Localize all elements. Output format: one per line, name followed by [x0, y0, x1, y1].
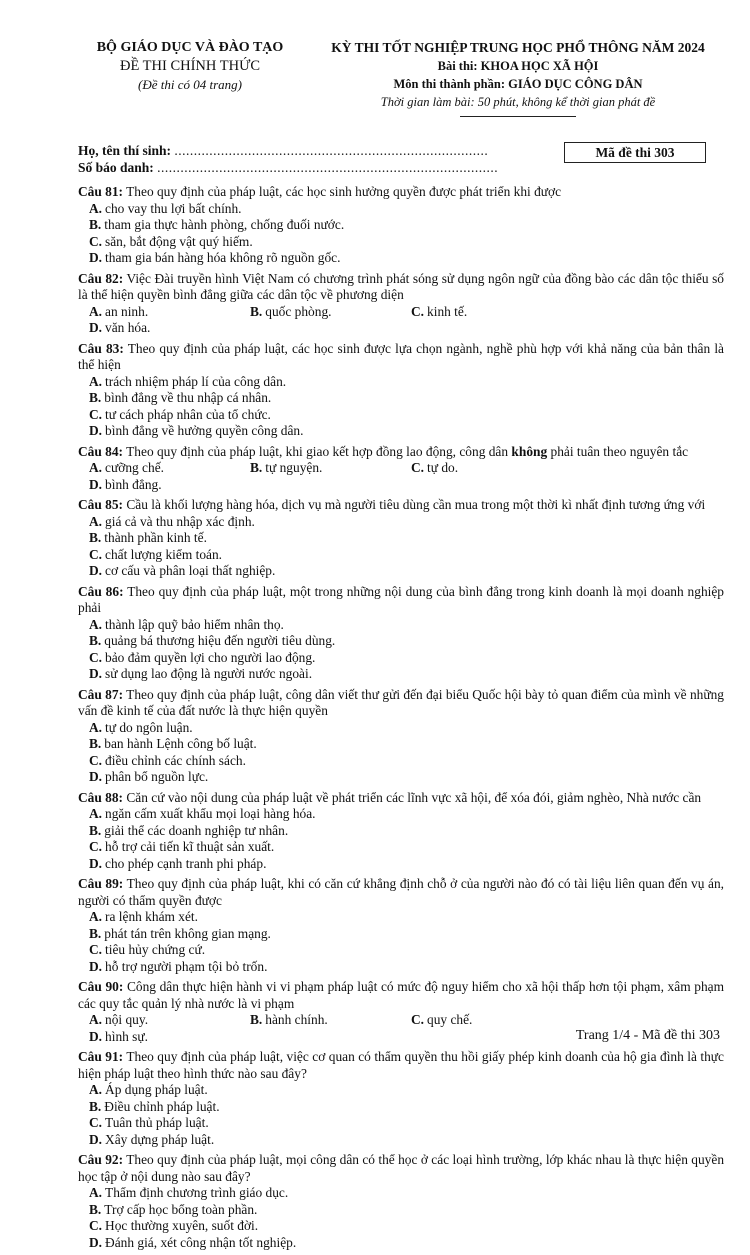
option-letter: C.	[89, 406, 103, 422]
option-letter: A.	[89, 1082, 103, 1097]
option-letter: D.	[89, 423, 103, 438]
answer-option	[89, 530, 410, 547]
question-text: phải tuân theo nguyên tắc	[547, 443, 689, 459]
question-stem	[78, 271, 724, 304]
option-text: Tuân thủ pháp luật.	[105, 1115, 209, 1130]
header-right	[318, 40, 718, 117]
question-text: Cầu là khối lượng hàng hóa, dịch vụ mà người tiêu dùng cần mua trong một thời kì nhất định tương ứng với	[126, 497, 706, 512]
answer-option	[89, 1029, 250, 1046]
option-letter: A.	[89, 806, 103, 821]
option-letter: C.	[89, 233, 103, 249]
answer-option	[89, 460, 250, 477]
option-text: Áp dụng pháp luật.	[105, 1082, 208, 1097]
option-text: ban hành Lệnh công bố luật.	[104, 736, 257, 751]
answer-option	[89, 633, 410, 650]
option-letter: C.	[411, 1012, 425, 1027]
option-text: Điều chỉnh pháp luật.	[104, 1098, 220, 1114]
option-letter: C.	[411, 303, 425, 319]
question-item	[78, 584, 724, 683]
option-letter: D.	[89, 855, 103, 871]
option-letter: C.	[411, 460, 425, 475]
question-stem	[78, 1049, 724, 1082]
question-item	[78, 271, 724, 337]
question-item	[78, 444, 724, 494]
answer-option	[89, 250, 410, 267]
option-text: tiêu hủy chứng cứ.	[105, 942, 206, 957]
option-letter: A.	[89, 460, 103, 475]
question-list	[78, 184, 724, 1255]
option-letter: D.	[89, 1234, 103, 1250]
option-letter: A.	[89, 719, 103, 735]
option-text: phát tán trên không gian mạng.	[104, 925, 271, 941]
question-number: Câu 85:	[78, 497, 124, 512]
question-item	[78, 341, 724, 440]
option-letter: D.	[89, 1131, 103, 1147]
option-text: cơ cấu và phân loại thất nghiệp.	[105, 563, 276, 578]
option-text: bình đẳng.	[105, 476, 162, 492]
option-text: ra lệnh khám xét.	[105, 909, 198, 924]
candidate-info	[78, 143, 498, 177]
answer-option	[411, 304, 572, 321]
option-letter: C.	[89, 649, 103, 665]
question-item	[78, 687, 724, 786]
answer-option	[89, 720, 410, 737]
time-note: Thời gian làm bài: 50 phút, không kể thời gian phát đề	[380, 95, 656, 109]
option-text: văn hóa.	[105, 320, 151, 335]
option-text: tham gia bán hàng hóa không rõ nguồn gốc.	[105, 250, 341, 265]
option-letter: D.	[89, 476, 103, 492]
answer-option	[411, 1012, 572, 1029]
option-text: điều chỉnh các chính sách.	[105, 752, 246, 768]
page-footer: Trang 1/4 - Mã đề thi 303	[575, 1028, 720, 1043]
option-text: tư cách pháp nhân của tổ chức.	[105, 406, 271, 422]
question-text: Theo quy định của pháp luật, công dân viết thư gửi đến đại biểu Quốc hội bày tỏ quan điểm của mình về những vấn đề kinh tế của đất nước là thực hiện quyền	[78, 686, 724, 718]
answer-option	[89, 1082, 410, 1099]
option-letter: B.	[89, 1201, 102, 1217]
answer-options	[78, 304, 724, 337]
answer-options	[78, 617, 724, 683]
question-stem	[78, 444, 724, 461]
question-item	[78, 184, 724, 267]
page-count-note: (Đề thi có 04 trang)	[138, 77, 242, 92]
option-letter: B.	[89, 736, 102, 751]
question-text: Theo quy định của pháp luật, một trong những nội dung của bình đẳng trong kinh doanh là mọi doanh nghiệp phải	[78, 583, 725, 615]
option-letter: B.	[250, 303, 263, 319]
question-stem	[78, 584, 724, 617]
question-text: Căn cứ vào nội dung của pháp luật về phát triển các lĩnh vực xã hội, để xóa đói, giảm nghèo, Nhà nước cần	[126, 789, 702, 805]
answer-option	[89, 1012, 250, 1029]
official-label: ĐỀ THI CHÍNH THỨC	[119, 58, 260, 74]
question-number: Câu 81:	[78, 184, 124, 199]
option-letter: D.	[89, 666, 103, 681]
question-stem	[78, 876, 724, 909]
question-stem	[78, 979, 724, 1012]
option-letter: D.	[89, 958, 103, 974]
question-item	[78, 790, 724, 873]
answer-option	[89, 1115, 410, 1132]
option-letter: B.	[89, 925, 102, 941]
question-number: Câu 84:	[78, 443, 124, 459]
option-letter: A.	[89, 200, 103, 216]
answer-option	[89, 839, 410, 856]
answer-option	[89, 547, 410, 564]
option-letter: B.	[89, 530, 102, 545]
option-text: bình đẳng về hưởng quyền công dân.	[105, 423, 304, 438]
question-text: Theo quy định của pháp luật, khi có căn cứ khẳng định chỗ ở của người nào đó có tài liệu liên quan đến vụ án, người có thẩm quyền được	[78, 876, 725, 908]
option-text: cưỡng chế.	[105, 460, 164, 475]
option-letter: B.	[89, 633, 102, 648]
option-text: bảo đảm quyền lợi cho người lao động.	[105, 649, 316, 665]
header-rule	[460, 116, 576, 117]
option-text: tham gia thực hành phòng, chống đuối nước.	[104, 217, 345, 232]
option-letter: B.	[250, 1012, 263, 1027]
option-text: nội quy.	[105, 1012, 149, 1027]
option-letter: A.	[89, 616, 103, 632]
option-text: tự do.	[427, 460, 459, 475]
option-text: quảng bá thương hiệu đến người tiêu dùng.	[104, 633, 336, 648]
answer-option	[89, 423, 410, 440]
answer-option	[89, 407, 410, 424]
option-text: giải thể các doanh nghiệp tư nhân.	[104, 822, 289, 838]
paper-name: Bài thi: KHOA HỌC XÃ HỘI	[437, 59, 599, 73]
answer-options	[78, 720, 724, 786]
option-text: phân bổ nguồn lực.	[105, 769, 209, 784]
answer-option	[89, 201, 410, 218]
candidate-id-field: ........................................................................................	[157, 160, 499, 175]
option-text: Xây dựng pháp luật.	[105, 1131, 215, 1147]
option-text: an ninh.	[105, 303, 149, 319]
option-letter: B.	[89, 1098, 102, 1114]
option-text: hình sự.	[105, 1028, 149, 1044]
option-letter: A.	[89, 1185, 103, 1200]
question-number: Câu 82:	[78, 270, 124, 286]
option-text: trách nhiệm pháp lí của công dân.	[105, 373, 287, 389]
answer-option	[89, 514, 410, 531]
answer-option	[89, 909, 410, 926]
option-letter: A.	[89, 1012, 103, 1027]
option-letter: A.	[89, 303, 103, 319]
option-letter: D.	[89, 769, 103, 784]
option-text: Trợ cấp học bổng toàn phần.	[104, 1201, 258, 1217]
question-text: Theo quy định của pháp luật, các học sinh hưởng quyền được phát triển khi được	[126, 184, 562, 199]
option-letter: B.	[250, 460, 263, 475]
answer-option	[89, 650, 410, 667]
question-stem	[78, 341, 724, 374]
option-letter: B.	[89, 390, 102, 405]
answer-option	[89, 806, 410, 823]
answer-option	[89, 856, 410, 873]
answer-option	[89, 666, 410, 683]
answer-options	[78, 909, 724, 975]
question-item	[78, 876, 724, 975]
answer-option	[250, 460, 411, 477]
answer-option	[89, 736, 410, 753]
option-text: cho phép cạnh tranh phi pháp.	[105, 855, 267, 871]
answer-options	[78, 201, 724, 267]
question-number: Câu 91:	[78, 1049, 124, 1064]
question-emphasis: không	[511, 443, 548, 459]
question-number: Câu 83:	[78, 340, 124, 356]
question-stem	[78, 687, 724, 720]
answer-option	[89, 304, 250, 321]
answer-option	[411, 460, 572, 477]
question-stem	[78, 184, 724, 201]
candidate-name-label: Họ, tên thí sinh:	[78, 143, 172, 158]
question-number: Câu 89:	[78, 876, 124, 891]
answer-option	[89, 942, 410, 959]
option-letter: B.	[89, 822, 102, 838]
question-number: Câu 90:	[78, 979, 124, 994]
answer-options	[78, 460, 724, 493]
option-text: hành chính.	[265, 1012, 328, 1027]
answer-options	[78, 514, 724, 580]
option-letter: C.	[89, 1218, 103, 1233]
option-text: sử dụng lao động là người nước ngoài.	[105, 666, 313, 681]
option-letter: C.	[89, 546, 103, 562]
answer-option	[89, 1185, 410, 1202]
answer-option	[89, 217, 410, 234]
answer-option	[89, 563, 410, 580]
option-text: bình đẳng về thu nhập cá nhân.	[104, 390, 272, 405]
answer-option	[89, 320, 250, 337]
option-letter: C.	[89, 1115, 103, 1130]
option-letter: A.	[89, 513, 103, 529]
option-text: tự do ngôn luận.	[105, 719, 193, 735]
option-text: quy chế.	[427, 1012, 473, 1027]
answer-option	[250, 304, 411, 321]
question-text: Theo quy định của pháp luật, các học sinh được lựa chọn ngành, nghề phù hợp với khả năng của bản thân là thể hiện	[78, 340, 724, 372]
option-text: săn, bắt động vật quý hiếm.	[105, 233, 253, 249]
option-letter: C.	[89, 752, 103, 768]
exam-title: KỲ THI TỐT NGHIỆP TRUNG HỌC PHỔ THÔNG NĂM 2024	[331, 40, 705, 55]
question-number: Câu 92:	[78, 1152, 124, 1167]
option-text: Thẩm định chương trình giáo dục.	[105, 1185, 289, 1200]
answer-option	[89, 477, 250, 494]
question-text: Theo quy định của pháp luật, khi giao kết hợp đồng lao động, công dân	[126, 443, 512, 459]
answer-option	[89, 234, 410, 251]
answer-option	[89, 1099, 410, 1116]
option-text: thành phần kinh tế.	[104, 530, 207, 545]
ministry-name: BỘ GIÁO DỤC VÀ ĐÀO TẠO	[96, 40, 284, 55]
answer-option	[89, 1132, 410, 1149]
question-item	[78, 497, 724, 580]
header-left	[70, 40, 310, 93]
option-text: hỗ trợ người phạm tội bỏ trốn.	[105, 958, 268, 974]
answer-option	[89, 1235, 410, 1252]
question-stem	[78, 1152, 724, 1185]
answer-option	[89, 374, 410, 391]
option-text: hỗ trợ cải tiến kĩ thuật sản xuất.	[105, 839, 275, 854]
option-text: cho vay thu lợi bất chính.	[105, 200, 242, 216]
option-letter: C.	[89, 839, 103, 854]
option-letter: B.	[89, 217, 102, 232]
question-number: Câu 86:	[78, 583, 124, 599]
answer-option	[89, 823, 410, 840]
option-text: kinh tế.	[427, 303, 468, 319]
subject-name: Môn thi thành phần: GIÁO DỤC CÔNG DÂN	[393, 77, 643, 91]
answer-options	[78, 806, 724, 872]
question-number: Câu 88:	[78, 789, 124, 805]
question-item	[78, 1049, 724, 1148]
option-text: ngăn cấm xuất khẩu mọi loại hàng hóa.	[105, 806, 316, 821]
question-item	[78, 1152, 724, 1251]
answer-options	[78, 374, 724, 440]
answer-option	[89, 617, 410, 634]
answer-option	[89, 959, 410, 976]
question-text: Theo quy định của pháp luật, việc cơ quan có thẩm quyền thu hồi giấy phép kinh doanh của hộ gia đình là thực hiện pháp luật theo hình thức nào sau đây?	[78, 1049, 724, 1081]
answer-option	[89, 1218, 410, 1235]
question-text: Việc Đài truyền hình Việt Nam có chương trình phát sóng sử dụng ngôn ngữ của đồng bào các dân tộc thiểu số là thể hiện quyền bình đẳng giữa các dân tộc về phương diện	[78, 270, 724, 302]
question-stem	[78, 497, 724, 514]
exam-code-box: Mã đề thi 303	[564, 142, 706, 163]
option-text: giá cả và thu nhập xác định.	[105, 513, 255, 529]
option-text: Học thường xuyên, suốt đời.	[105, 1218, 259, 1233]
answer-options	[78, 1082, 724, 1148]
answer-option	[89, 753, 410, 770]
option-letter: D.	[89, 563, 103, 578]
question-number: Câu 87:	[78, 686, 124, 702]
candidate-id-label: Số báo danh:	[78, 160, 154, 175]
answer-option	[250, 1012, 411, 1029]
question-stem	[78, 790, 724, 807]
option-letter: D.	[89, 1028, 103, 1044]
answer-option	[89, 390, 410, 407]
candidate-name-field: .................................................................................	[174, 143, 489, 158]
question-text: Công dân thực hiện hành vi vi phạm pháp luật có mức độ nguy hiểm cho xã hội thấp hơn tội phạm, xâm phạm các quy tắc quản lý nhà nước là vi phạm	[78, 979, 724, 1011]
option-text: quốc phòng.	[265, 303, 332, 319]
option-letter: A.	[89, 909, 103, 924]
answer-option	[89, 1202, 410, 1219]
option-letter: D.	[89, 250, 103, 265]
answer-options	[78, 1185, 724, 1251]
option-letter: D.	[89, 320, 103, 335]
answer-option	[89, 926, 410, 943]
question-text: Theo quy định của pháp luật, mọi công dân có thể học ở các loại hình trường, lớp khác nhau là thực hiện quyền học tập ở nội dung nào sau đây?	[78, 1152, 725, 1184]
option-text: thành lập quỹ bảo hiểm nhân thọ.	[105, 616, 284, 632]
option-text: tự nguyện.	[265, 460, 323, 475]
option-letter: A.	[89, 373, 103, 389]
option-text: chất lượng kiểm toán.	[105, 546, 223, 562]
option-text: Đánh giá, xét công nhận tốt nghiệp.	[105, 1234, 297, 1250]
answer-option	[89, 769, 410, 786]
option-letter: C.	[89, 942, 103, 957]
